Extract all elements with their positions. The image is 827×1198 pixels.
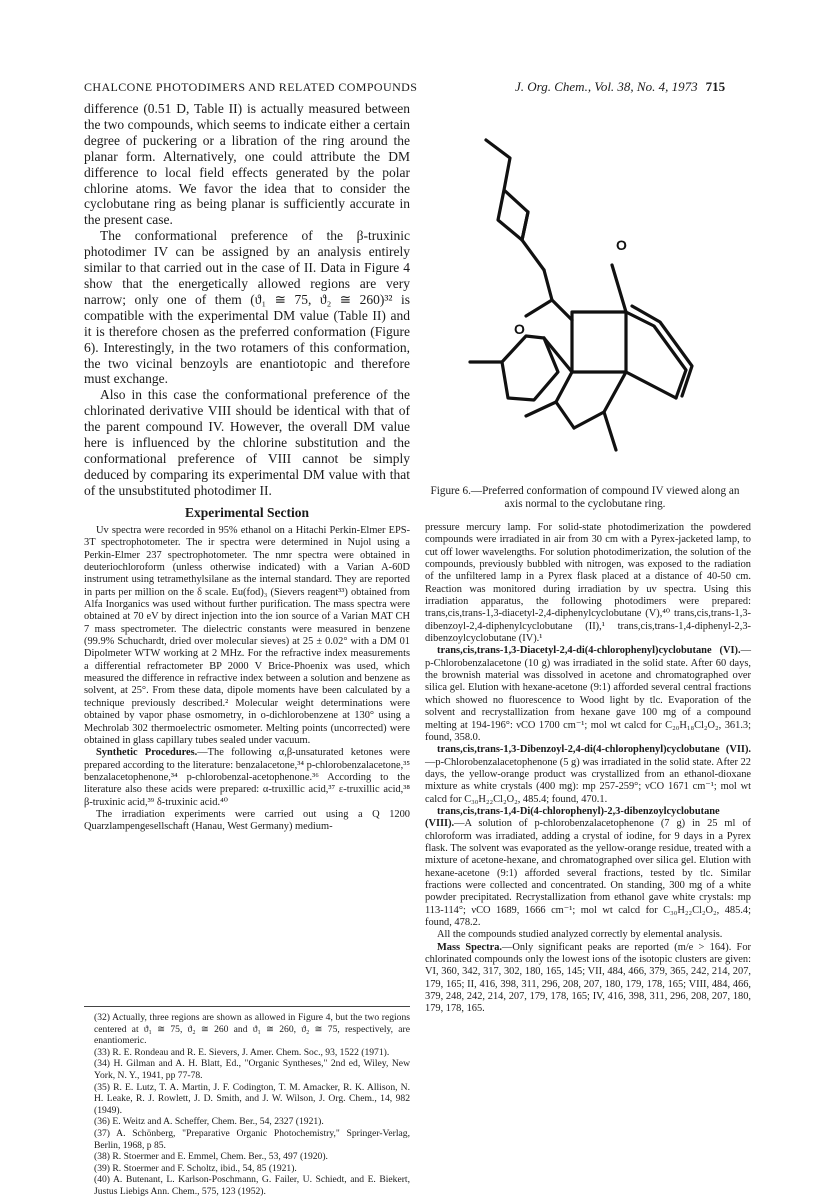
compound-title: trans,cis,trans-1,4-Di(4-chlorophenyl)-2,3-dibenzoylcyclobutane (VIII). [425,805,720,830]
bond [626,372,676,398]
footnote-divider [84,1006,410,1007]
paragraph: Uv spectra were recorded in 95% ethanol on a Hitachi Perkin-Elmer EPS-3T spectrophotometer. The ir spectra were determined in Nujol using a Perkin-Elmer 237 spectrophotometer. The nmr spectra were obtained in deuteriochloroform (unless otherwise indicated) with a Varian A-60D instrument using tetramethylsilane as the internal standard. They are reported in parts per million on the δ scale. Eu(fod)₃ (Sievers reagent³³) obtained from Alfa Inorganics was used without further purification. The mass spectra were obtained at 70 eV by direct injection into the ion source of a Varian MAT CH 7 mass spectrometer. The dielectric constants were measured in benzene (99.9% Schuchardt, dried over molecular sieves) at 25 ± 0.02° with a DM 01 Dipolmeter WTW working at 2 MHz. For the refractive index measurements a differential refractometer BP 2000 V Brice-Phoenix was used, which measured the difference in refractive index between a solution and benzene as solvent, at 25°. From these data, dipole moments have been calculated by a technique previously described.² Molecular weight determinations were obtained by vapor phase osmometry, in o-dichlorobenzene at 130° using a Mechrolab 302 thermoelectric osmometer. Melting points (uncorrected) were obtained in glass capillary tubes sealed under vacuum. [84,525,410,746]
bond [556,372,572,402]
paragraph: pressure mercury lamp. For solid-state photodimerization the powdered compounds were irradiated in air from 30 cm with a Pyrex-jacketed lamp, to cut off lower wavelengths. For solution photodimerization, the solution of the compounds, previously bubbled with nitrogen, was exposed to the radiation of the unfiltered lamp in a Pyrex flask placed at a distance of 40-50 cm. Reaction was monitored during irradiation by uv spectra. Using this irradiation apparatus, the following photodimers were prepared: trans,cis,trans-1,3-diacetyl-2,4-diphenylcyclobutane (V),⁴⁰ trans,cis,trans-1,3-dibenzoyl-2,4-diphenylcyclobutane (II),¹ trans,cis,trans-1,4-diphenyl-2,3-dibenzoylcyclobutane (IV).¹ [425,522,751,645]
paragraph [84,747,410,809]
right-column-text [425,522,751,1016]
footnote: (37) A. Schönberg, "Preparative Organic Photochemistry," Springer-Verlag, Berlin, 1968, p 85. [94,1127,410,1151]
oxygen-label: O [514,321,525,337]
running-title: CHALCONE PHOTODIMERS AND RELATED COMPOUNDS [84,80,418,94]
bond [552,300,572,320]
footnote: (34) H. Gilman and A. H. Blatt, Ed., "Organic Syntheses," 2nd ed, Wiley, New York, N. Y., 1941, pp 77-78. [94,1058,410,1081]
section-title: Experimental Section [184,505,310,520]
journal-name: J. Org. Chem., Vol. 38, No. 4, 1973 [515,79,698,94]
bond [522,212,528,240]
experimental-text [84,525,410,834]
bond [604,372,626,412]
footnote: (32) Actually, three regions are shown as allowed in Figure 4, but the two regions centered at ϑ₁ ≅ 75, ϑ₂ ≅ 260 and ϑ₁ ≅ 260, ϑ₂ ≅ 75, respectively, are enantiomeric. [94,1012,410,1047]
compound-text: —A solution of p-chlorobenzalacetophenone (7 g) in 25 ml of chloroform was irradiated, adding a crystal of iodine, for 9 days in a Pyrex flask. The solvent was evaporated as the yellow-orange residue, treated with a mixture of acetone-hexane, and chromatographed over silica gel. Elution with hexane-acetone (9:1) afforded several fractions, tested by tlc. Similar fractions were collected and concentrated. On standing, 300 mg of a white powder precipitated. Recrystallization from ethanol gave white crystals: mp 113-114°; νCO 1689, 1666 cm⁻¹; mol wt calcd for C₃₀H₂₂Cl₂O₂, 485.4; found, 478.2. [425,818,751,928]
paragraph: The irradiation experiments were carried out using a Q 1200 Quarzlampengesellschaft (Hanau, West Germany) medium- [84,808,410,833]
footnote: (38) R. Stoermer and E. Emmel, Chem. Ber., 53, 497 (1920). [94,1151,328,1163]
paragraph [425,942,751,1016]
compound-text: —p-Chlorobenzalacetophenone (5 g) was irradiated in the solid state. After 22 days, the yellow-orange product was crystallized from an ethanol-dioxane mixture as white crystals (400 mg): mp 257-259°; νCO 1671 cm⁻¹; mol wt calcd for C₃₀H₂₂Cl₂O₂, 485.4; found, 470.1. [425,756,751,805]
oxygen-label: O [616,237,627,253]
paragraph [425,744,751,806]
bond [612,265,626,312]
bond [526,300,552,316]
paragraph: difference (0.51 D, Table II) is actually measured between the two compounds, which seems to indicate either a certain degree of puckering or a libration of the ring around the planar form. Alternatively, one could attribute the DM difference to local field effects generated by the polar chlorine atoms. We favor the idea that to consider the cyclobutane ring as being planar is sufficiently accurate in the present case. [84,101,410,228]
footnotes [84,1012,410,1198]
footnote: (33) R. E. Rondeau and R. E. Sievers, J. Amer. Chem. Soc., 93, 1522 (1971). [94,1046,390,1058]
page-number: 715 [705,79,726,94]
figure-caption: Figure 6.—Preferred conformation of compound IV viewed along an axis normal to the cyclobutane ring. [430,485,740,510]
paragraph [425,645,751,744]
bond [544,270,552,300]
bond [574,412,616,450]
compound-title: trans,cis,trans-1,3-Dibenzoyl-2,4-di(4-chlorophenyl)cyclobutane (VII). [437,744,751,756]
footnote: (36) E. Weitz and A. Scheffer, Chem. Ber., 54, 2327 (1921). [94,1116,324,1128]
bond [526,402,556,416]
molecule-diagram [440,100,750,475]
cyclobutane-ring [572,312,626,372]
paragraph: All the compounds studied analyzed correctly by elemental analysis. [437,929,723,941]
bond [522,240,544,270]
footnote: (35) R. E. Lutz, T. A. Martin, J. F. Codington, T. M. Amacker, R. K. Allison, N. H. Leake, R. J. Rowlett, J. D. Smith, and J. W. Wilson, J. Org. Chem., 14, 982 (1949). [94,1081,410,1116]
molecule-figure [440,100,750,475]
phenyl-ring-top [486,140,528,240]
footnote: (40) A. Butenant, L. Karlson-Poschmann, G. Failer, U. Schiedt, and E. Biekert, Justus Liebigs Ann. Chem., 575, 123 (1952). [94,1174,410,1197]
compound-title: trans,cis,trans-1,3-Diacetyl-2,4-di(4-chlorophenyl)cyclobutane (VI). [437,645,741,657]
subsection-text: —Only significant peaks are reported (m/e > 164). For chlorinated compounds only the lowest ions of the isotopic clusters are given: VI, 360, 342, 317, 302, 180, 165, 145; VII, 484, 466, 379, 365, 242, 214, 207, 179, 165; II, 416, 398, 311, 296, 208, 207, 180, 179, 178, 165; VIII, 484, 466, 379, 248, 242, 214, 207, 179, 178, 165; IV, 416, 398, 311, 296, 208, 207, 180, 179, 178, 165. [425,941,751,1015]
bond [544,338,572,372]
left-column-text [84,101,410,499]
paragraph: Also in this case the conformational preference of the chlorinated derivative VIII should be identical with that of the parent compound IV. However, the overall DM value here is influenced by the chlorine substitution and the conformational preference of VIII cannot be simply deduced by comparing its experimental DM value with that of the unsubstituted photodimer II. [84,387,410,498]
paragraph [425,806,751,929]
paragraph: The conformational preference of the β-truxinic photodimer IV can be assigned by an analysis entirely similar to that carried out in the case of II. Data in Figure 4 show that the energetically allowed regions are very narrow; only one of them (ϑ₁ ≅ 75, ϑ₂ ≅ 260)³² is compatible with the experimental DM value (Table II) and it is therefore chosen as the preferred conformation (Figure 6). Interestingly, in the two rotamers of this conformation, the two vicinal benzoyls are enantiotopic and therefore must exchange. [84,228,410,387]
bond [556,402,574,428]
footnote: (39) R. Stoermer and F. Scholtz, ibid., 54, 85 (1921). [94,1162,297,1174]
journal-citation [515,79,725,95]
compound-text: —p-Chlorobenzalacetone (10 g) was irradiated in the solid state. After 60 days, the brownish material was dissolved in acetone and chromatographed over silica gel. Elution with hexane-acetone (9:1) afforded several central fractions which showed no fluorescence to Wood light by tlc. Evaporation of the solvent and recrystallization from hexane gave 100 mg of a compound melting at 194-196°: νCO 1700 cm⁻¹; mol wt calcd for C₂₀H₁₈Cl₂O₂, 361.3; found, 358.0. [425,645,751,743]
phenyl-ring-right [626,312,686,398]
subsection-heading: Mass Spectra. [437,941,502,953]
subsection-text: —The following α,β-unsaturated ketones were prepared according to the literature: benzalacetone,³⁴ p-chlorobenzalacetone,³⁵ benzalacetophenone,³⁴ p-chlorobenzal-acetophenone.³⁶ According to the literature also these acids were prepared: α-truxillic acid,³⁷ ε-truxillic acid,³⁸ β-truxinic acid,³⁹ δ-truxinic acid.⁴⁰ [84,747,410,808]
subsection-heading: Synthetic Procedures. [96,747,198,759]
